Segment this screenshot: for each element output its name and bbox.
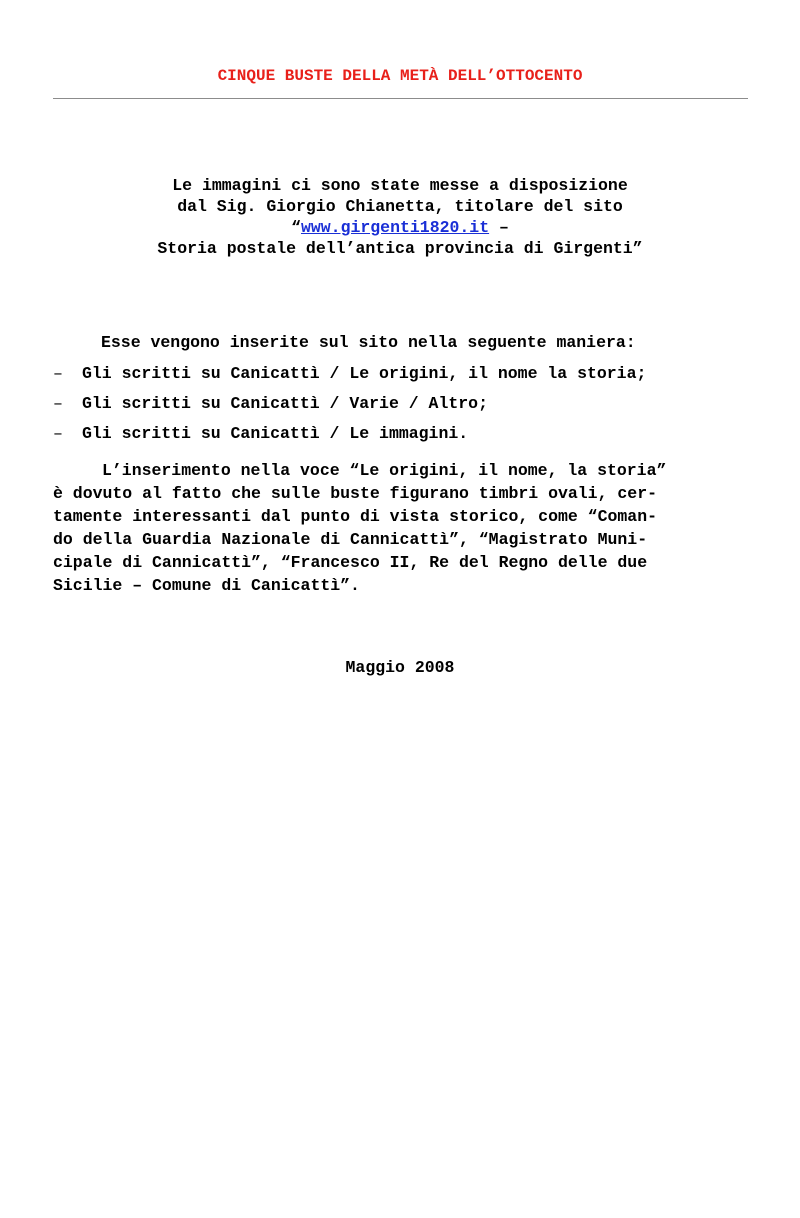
intro-text: Esse vengono inserite sul sito nella seguente maniera: <box>101 333 636 352</box>
list-item-text: Gli scritti su Canicattì / Varie / Altro; <box>82 394 488 413</box>
credits-block <box>0 175 800 259</box>
credits-line-1: Le immagini ci sono state messe a disposizione <box>172 176 628 195</box>
credits-line-3 <box>0 217 800 238</box>
paragraph-line: cipale di Cannicattì”, “Francesco II, Re del Regno delle due <box>53 553 648 572</box>
list-item-text: Gli scritti su Canicattì / Le immagini. <box>82 424 469 443</box>
paragraph-line: Sicilie – Comune di Canicattì”. <box>53 576 360 595</box>
paragraph-line: do della Guardia Nazionale di Cannicattì”, “Magistrato Muni- <box>53 530 648 549</box>
list-item <box>0 394 488 424</box>
list-dash: – <box>53 364 63 383</box>
title-divider <box>53 98 748 99</box>
credits-line-4: Storia postale dell’antica provincia di Girgenti” <box>157 239 643 258</box>
list-dash: – <box>53 424 63 443</box>
paragraph-line: è dovuto al fatto che sulle buste figurano timbri ovali, cer- <box>53 484 657 503</box>
document-date: Maggio 2008 <box>345 658 455 677</box>
paragraph-line <box>53 459 753 482</box>
list-item <box>0 424 469 454</box>
body-paragraph <box>53 459 753 597</box>
placement-list <box>0 364 647 454</box>
credits-line-2: dal Sig. Giorgio Chianetta, titolare del sito <box>177 197 623 216</box>
list-dash: – <box>53 394 63 413</box>
dash-after-link: – <box>489 218 509 237</box>
list-item <box>0 364 647 394</box>
page-title: CINQUE BUSTE DELLA METÀ DELL’OTTOCENTO <box>217 67 583 85</box>
paragraph-line: tamente interessanti dal punto di vista storico, come “Coman- <box>53 507 657 526</box>
list-item-text: Gli scritti su Canicattì / Le origini, il nome la storia; <box>82 364 647 383</box>
open-quote: “ <box>291 218 301 237</box>
site-link[interactable]: www.girgenti1820.it <box>300 218 490 237</box>
paragraph-line-text: L’inserimento nella voce “Le origini, il nome, la storia” <box>102 461 667 480</box>
